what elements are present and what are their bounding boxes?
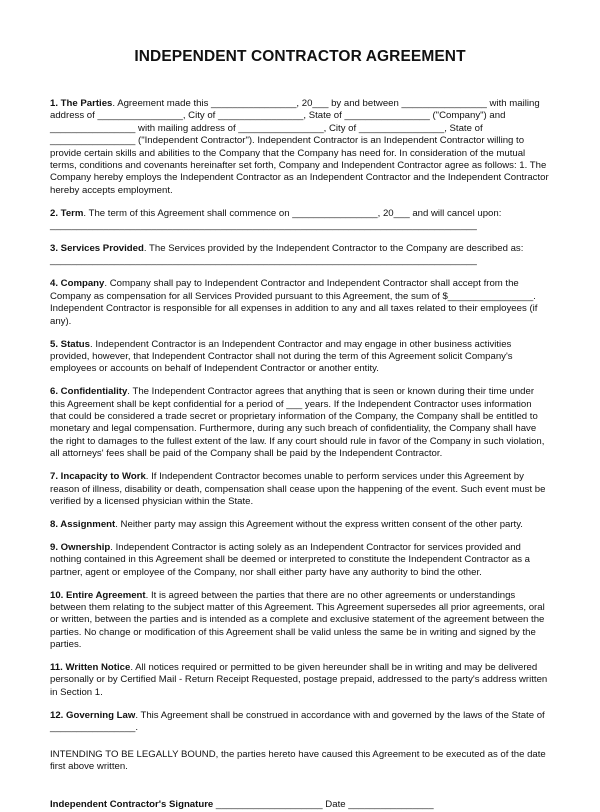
section-heading: 6. Confidentiality: [50, 386, 128, 398]
section-heading: 10. Entire Agreement: [50, 589, 146, 601]
signature-label: Independent Contractor's Signature: [50, 799, 214, 811]
section-paragraph: [50, 471, 550, 508]
section-text: . The Services provided by the Independent Contractor to the Company are described as: ________________________________________________________________________________: [50, 243, 524, 267]
section-text: . All notices required or permitted to be given hereunder shall be in writing and may be delivered personally or by Certified Mail - Return Receipt Requested, postage prepaid, addressed to the party's address written in Section 1.: [50, 662, 548, 698]
closing-statement: INTENDING TO BE LEGALLY BOUND, the parties hereto have caused this Agreement to be executed as of the date first above written.: [50, 748, 546, 772]
section-text: . The Independent Contractor agrees that anything that is seen or known during their time under this Agreement shall be kept confidential for a period of ___ years. If the Independent Contractor uses information that could be considered a trade secret or proprietary information of the Company, the Company shall be entitled to monetary and legal compensation. Furthermore, during any such breach of confidentiality, the Company shall have the right to damages to the fullest extent of the law. If any court should rule in favor of the Company in such violation, all attorneys' fees shall be paid of the Company shall be paid by the Independent Contractor.: [50, 386, 545, 460]
section-text: . Company shall pay to Independent Contractor and Independent Contractor shall accept from the Company as compensation for all Services Provided pursuant to this Agreement, the sum of $________________. Independent Contractor is responsible for all expenses in addition to any and all taxes related to their employees (if any).: [50, 278, 538, 327]
section-paragraph: [50, 386, 550, 460]
section-text: . This Agreement shall be construed in accordance with and governed by the laws of the State of ________________.: [50, 709, 545, 734]
document-page: [50, 48, 550, 812]
section-paragraph: [50, 278, 550, 328]
sections-container: [50, 98, 550, 735]
section-heading: 5. Status: [50, 338, 90, 350]
section-heading: 8. Assignment: [50, 518, 116, 530]
section-paragraph: [50, 662, 550, 699]
section-paragraph: [50, 710, 550, 735]
section-paragraph: [50, 243, 550, 268]
section-paragraph: [50, 590, 550, 652]
section-heading: 1. The Parties: [50, 98, 113, 109]
section-heading: 9. Ownership: [50, 541, 111, 553]
section-heading: 3. Services Provided: [50, 243, 144, 255]
section-text: . Independent Contractor is an Independent Contractor and may engage in other business activities provided, however, that Independent Contractor shall not during the term of this Agreement solicit Company's employees or accounts on behalf of Independent Contractor or another entity.: [50, 338, 513, 375]
section-paragraph: [50, 208, 550, 233]
signature-date-blanks: ____________________ Date ________________: [213, 799, 434, 811]
section-heading: 11. Written Notice: [50, 662, 131, 674]
section-paragraph: [50, 542, 550, 579]
section-text: . Independent Contractor is acting solely as an Independent Contractor for services provided and nothing contained in this Agreement shall be deemed or interpreted to constitute the Independent Contractor as a partner, agent or employee of the Company, nor shall either party have any authority to bind the other.: [50, 541, 531, 578]
section-heading: 4. Company: [50, 278, 105, 290]
section-heading: 7. Incapacity to Work: [50, 471, 146, 483]
signature-line: [50, 799, 550, 811]
section-text: . It is agreed between the parties that there are no other agreements or understandings between them relating to the subject matter of this Agreement. This Agreement supersedes all prior agreements, oral or written, between the parties and is intended as a complete and exclusive statement of the agreement between the parties. No change or modification of this Agreement shall be valid unless the same be in writing and signed by the parties.: [50, 589, 545, 651]
document-title: INDEPENDENT CONTRACTOR AGREEMENT: [134, 48, 466, 65]
section-heading: 2. Term: [50, 207, 84, 219]
section-text: . If Independent Contractor becomes unable to perform services under this Agreement by reason of illness, disability or death, compensation shall cease upon the happening of the event. Such event must be verified by a licensed physician within the State.: [50, 471, 546, 507]
section-heading: 12. Governing Law: [50, 709, 136, 721]
section-text: . Agreement made this ________________, 20___ by and between ________________ with mailing address of ________________, City of ________________, State of ________________ ("Company") and ________________ with mailing address of ________________, City of ________________, State of ________________ ("Independent Contractor"). Independent Contractor is an Independent Contractor willing to provide certain skills and abilities to the Company that the Company has need for. In consideration of the mutual terms, conditions and covenants hereinafter set forth, Company and Independent Contractor agree as follows: 1. The Company hereby employs the Independent Contractor as an Independent Contractor and the Independent Contractor hereby accepts employment.: [50, 98, 549, 196]
section-paragraph: [50, 339, 550, 376]
section-paragraph: [50, 98, 550, 197]
section-paragraph: [50, 519, 550, 531]
section-text: . Neither party may assign this Agreement without the express written consent of the other party.: [115, 518, 523, 530]
section-text: . The term of this Agreement shall commence on ________________, 20___ and will cancel upon: ________________________________________________________________________________: [50, 207, 502, 232]
